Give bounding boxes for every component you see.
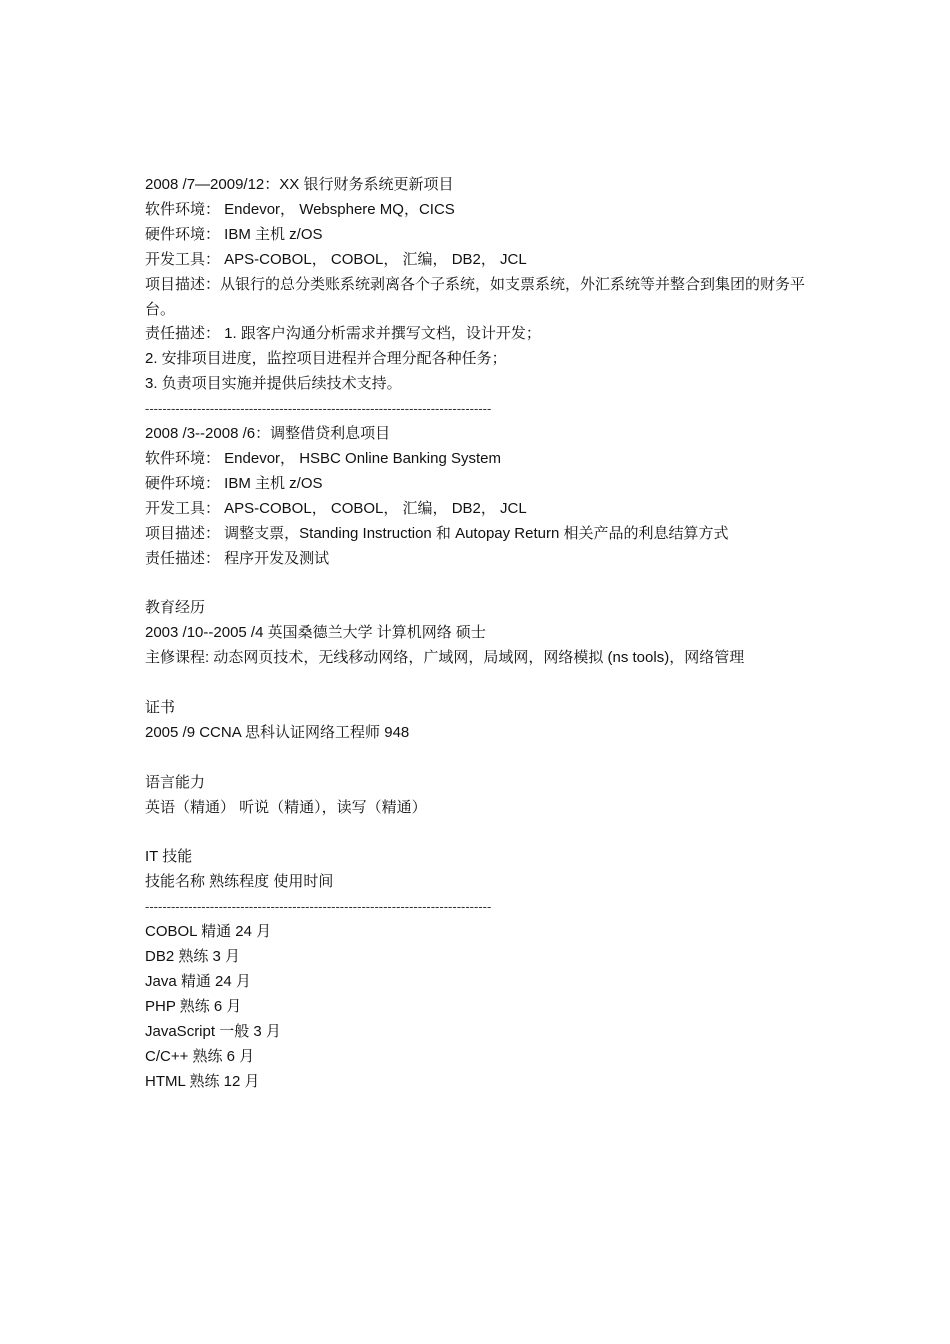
language-entry: 英语（精通） 听说（精通），读写（精通） xyxy=(145,798,427,816)
skill-row: JavaScript 一般 3 月 xyxy=(145,1022,281,1040)
spacer xyxy=(145,671,825,696)
spacer xyxy=(145,571,825,596)
divider: -------------------------------------------------------------------------------- xyxy=(145,899,492,915)
it-skills-columns: 技能名称 熟练程度 使用时间 xyxy=(145,873,334,891)
project2-title: 2008 /3--2008 /6：调整借贷利息项目 xyxy=(145,425,391,443)
skill-row: C/C++ 熟练 6 月 xyxy=(145,1047,255,1065)
education-entry: 2003 /10--2005 /4 英国桑德兰大学 计算机网络 硕士 xyxy=(145,624,486,642)
certificate-entry: 2005 /9 CCNA 思科认证网络工程师 948 xyxy=(145,723,410,741)
project2-dev-tools: 开发工具： APS-COBOL， COBOL， 汇编， DB2， JCL xyxy=(145,499,527,517)
skill-row: PHP 熟练 6 月 xyxy=(145,997,242,1015)
spacer xyxy=(145,821,825,846)
project1-responsibility-2: 2. 安排项目进度，监控项目进程并合理分配各种任务； xyxy=(145,350,507,368)
project2-hardware-env: 硬件环境： IBM 主机 z/OS xyxy=(145,474,323,492)
project2-responsibility: 责任描述： 程序开发及测试 xyxy=(145,549,330,567)
certificates-heading: 证书 xyxy=(145,698,176,716)
languages-heading: 语言能力 xyxy=(145,773,206,791)
project2-description: 项目描述： 调整支票，Standing Instruction 和 Autopay Return 相关产品的利息结算方式 xyxy=(145,524,729,542)
project1-dev-tools: 开发工具： APS-COBOL， COBOL， 汇编， DB2， JCL xyxy=(145,250,527,268)
skill-row: DB2 熟练 3 月 xyxy=(145,948,241,965)
divider: -------------------------------------------------------------------------------- xyxy=(145,401,492,417)
project1-hardware-env: 硬件环境： IBM 主机 z/OS xyxy=(145,225,323,243)
skill-row: COBOL 精通 24 月 xyxy=(145,923,272,941)
project1-title: 2008 /7—2009/12：XX 银行财务系统更新项目 xyxy=(145,176,454,193)
spacer xyxy=(145,746,825,771)
education-heading: 教育经历 xyxy=(145,599,206,617)
project1-description: 项目描述：从银行的总分类账系统剥离各个子系统，如支票系统，外汇系统等并整合到集团的财务平台。 xyxy=(145,275,806,318)
education-courses: 主修课程: 动态网页技术，无线移动网络，广域网，局域网，网络模拟 (ns tools)，网络管理 xyxy=(145,649,745,667)
project1-software-env: 软件环境： Endevor， Websphere MQ，CICS xyxy=(145,200,455,218)
skill-row: HTML 熟练 12 月 xyxy=(145,1072,260,1090)
project2-software-env: 软件环境： Endevor， HSBC Online Banking System xyxy=(145,449,501,467)
it-skills-heading: IT 技能 xyxy=(145,848,193,866)
project1-responsibility-1: 责任描述： 1. 跟客户沟通分析需求并撰写文档，设计开发； xyxy=(145,325,541,343)
skill-row: Java 精通 24 月 xyxy=(145,972,251,990)
resume-content xyxy=(145,173,825,1094)
project1-responsibility-3: 3. 负责项目实施并提供后续技术支持。 xyxy=(145,375,402,393)
